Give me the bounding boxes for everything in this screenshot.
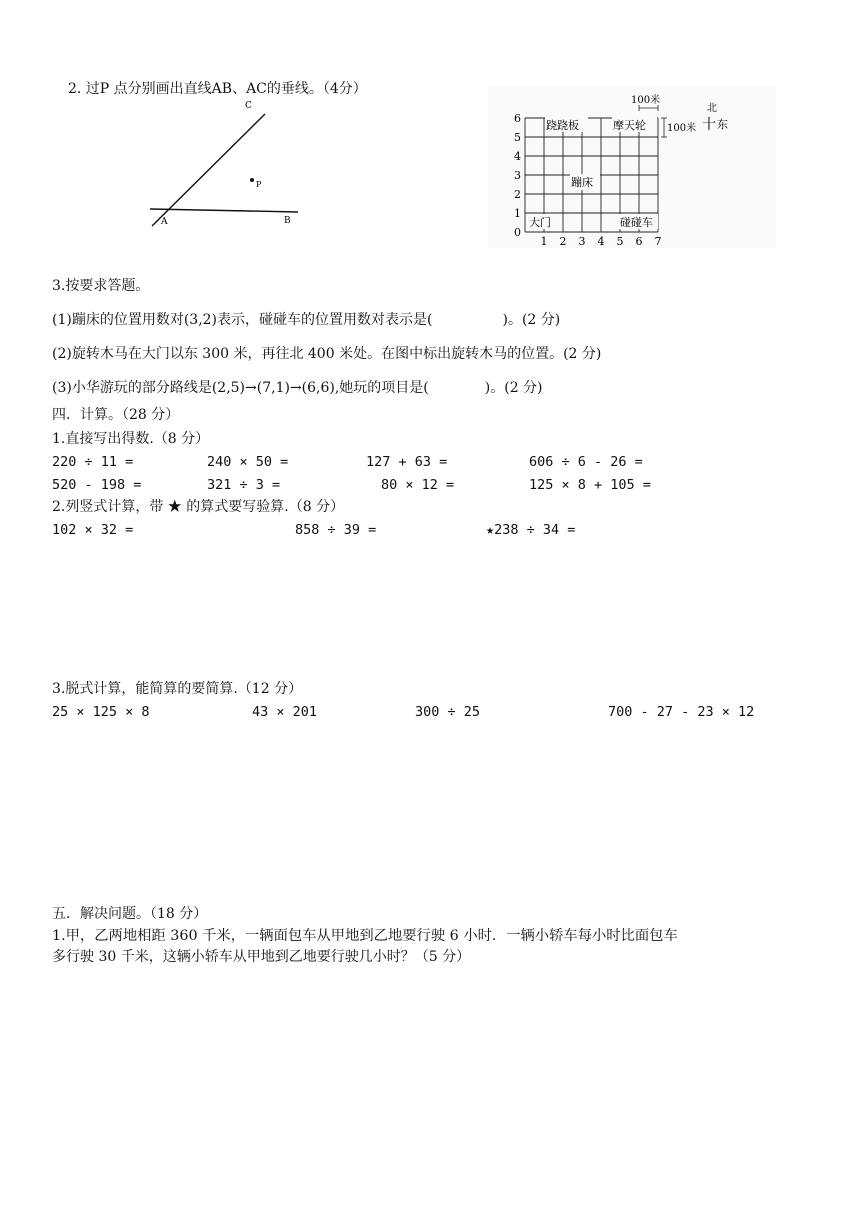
y-tick: 5 [514, 131, 521, 144]
place-trampoline: 蹦床 [571, 176, 593, 189]
angle-diagram [140, 94, 310, 234]
x-tick: 2 [559, 235, 567, 248]
oral-calc-item: 125 × 8 + 105 = [529, 477, 651, 493]
place-bumper-cars: 碰碰车 [620, 216, 653, 229]
vertical-calc-item-star: ★238 ÷ 34 = [486, 522, 576, 538]
x-tick: 3 [578, 235, 586, 248]
section5-title: 五．解决问题。（18 分） [52, 906, 208, 922]
oral-calc-item: 321 ÷ 3 = [207, 477, 281, 493]
place-seesaw: 跷跷板 [546, 119, 579, 132]
scale-top-label: 100米 [631, 95, 661, 106]
place-gate: 大门 [529, 216, 551, 229]
sec4-part3-title: 3.脱式计算，能简算的要简算.（12 分） [52, 681, 303, 697]
label-p: P [256, 180, 262, 189]
sec4-part2-title: 2.列竖式计算，带 ★ 的算式要写验算.（8 分） [52, 499, 345, 515]
x-tick: 6 [635, 235, 643, 248]
place-ferris-wheel: 摩天轮 [613, 119, 646, 132]
y-tick: 1 [514, 207, 521, 220]
section4-title: 四．计算。（28 分） [52, 407, 180, 423]
label-b: B [284, 216, 291, 226]
y-tick: 6 [514, 112, 521, 125]
oral-calc-item: 80 × 12 = [381, 477, 455, 493]
scale-side-label: 100米 [667, 123, 697, 134]
oral-calc-item: 220 ÷ 11 = [52, 454, 134, 470]
y-tick: 3 [514, 169, 521, 182]
stepwise-calc-item: 25 × 125 × 8 [52, 704, 150, 720]
oral-calc-item: 520 - 198 = [52, 477, 142, 493]
q3-part1: (1)蹦床的位置用数对(3,2)表示，碰碰车的位置用数对表示是( )。(2 分) [52, 312, 561, 328]
x-tick: 7 [654, 235, 662, 248]
vertical-calc-item: 102 × 32 = [52, 522, 134, 538]
label-c: C [245, 101, 252, 111]
oral-calc-item: 127 + 63 = [366, 454, 448, 470]
compass-cross: 十 [702, 117, 716, 133]
stepwise-calc-item: 700 - 27 - 23 × 12 [608, 704, 755, 720]
q3-title: 3.按要求答题。 [52, 278, 150, 294]
stepwise-calc-item: 300 ÷ 25 [415, 704, 481, 720]
y-tick: 2 [514, 188, 521, 201]
problem1-line2: 多行驶 30 千米，这辆小轿车从甲地到乙地要行驶几小时？（5 分） [52, 949, 471, 965]
compass-east: 东 [717, 118, 728, 131]
park-map [488, 86, 776, 248]
label-a: A [161, 217, 168, 227]
x-tick: 4 [597, 235, 605, 248]
x-tick: 5 [616, 235, 624, 248]
y-tick: 0 [514, 226, 521, 239]
x-tick: 1 [540, 235, 548, 248]
vertical-calc-item: 858 ÷ 39 = [295, 522, 377, 538]
problem1-line1: 1.甲，乙两地相距 360 千米，一辆面包车从甲地到乙地要行驶 6 小时．一辆小轿车每小时比面包车 [52, 928, 678, 944]
compass-north: 北 [707, 103, 717, 114]
oral-calc-item: 240 × 50 = [207, 454, 289, 470]
stepwise-calc-item: 43 × 201 [252, 704, 318, 720]
q3-part2: (2)旋转木马在大门以东 300 米，再往北 400 米处。在图中标出旋转木马的位置。(2 分) [52, 346, 602, 362]
point-p [250, 178, 254, 182]
sec4-part1-title: 1.直接写出得数.（8 分） [52, 431, 210, 447]
y-tick: 4 [514, 150, 521, 163]
q2-title: 2. 过P 点分别画出直线AB、AC的垂线。（4分） [68, 81, 367, 97]
oral-calc-item: 606 ÷ 6 - 26 = [529, 454, 643, 470]
q3-part3: (3)小华游玩的部分路线是(2,5)→(7,1)→(6,6),她玩的项目是( )。(2 分) [52, 380, 543, 396]
